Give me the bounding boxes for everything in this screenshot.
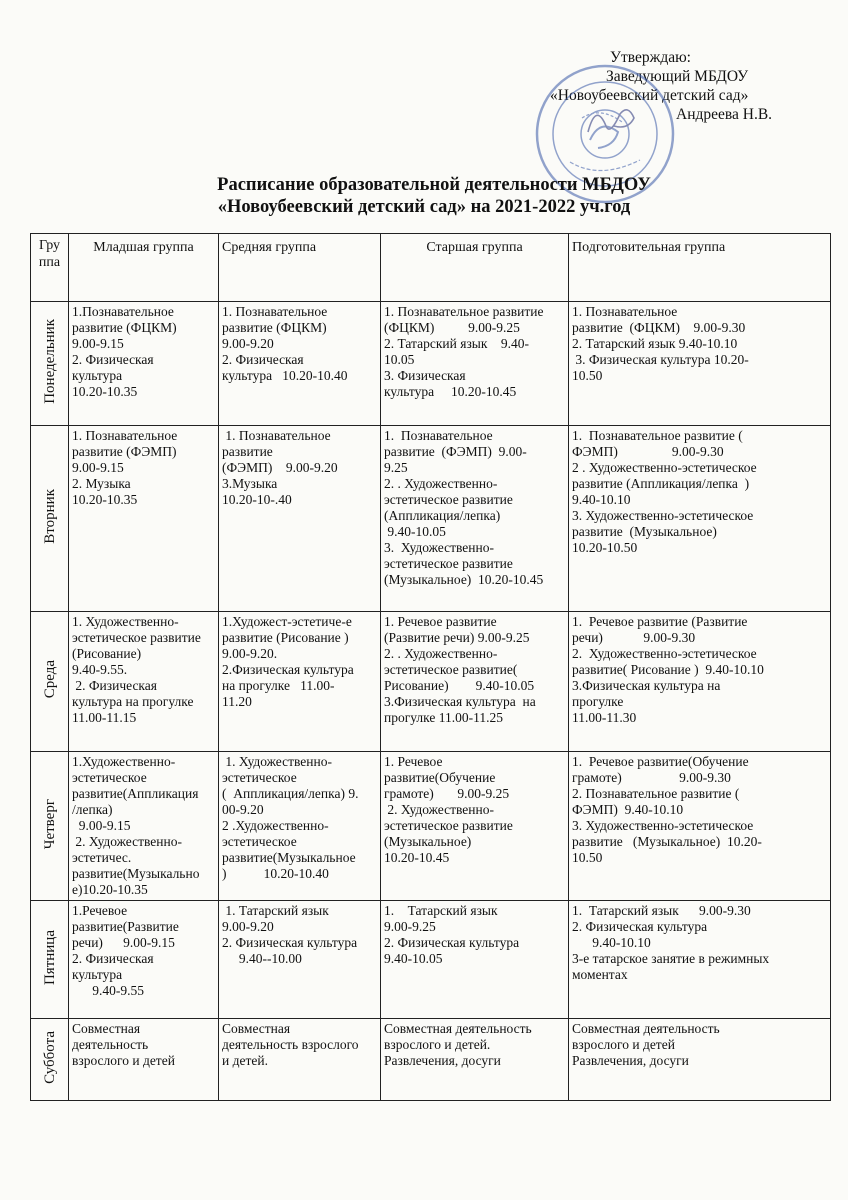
approval-line-3: «Новоубеевский детский сад» [550, 87, 749, 104]
title-line-1: Расписание образовательной деятельности МБДОУ [217, 175, 651, 195]
table-row [31, 302, 831, 426]
schedule-cell: 1. Татарский язык 9.00-9.30 2. Физическая культура 9.40-10.10 3-е татарское занятие в режимных моментах [569, 901, 831, 1019]
approval-line-4: Андреева Н.В. [676, 106, 773, 123]
schedule-cell: 1.Художественно- эстетическое развитие(Аппликация /лепка) 9.00-9.15 2. Художественно- эстетичес. развитие(Музыкально е)10.20-10.35 [69, 752, 219, 901]
table-row [31, 612, 831, 752]
schedule-cell: 1. Речевое развитие (Развитие речи) 9.00-9.30 2. Художественно-эстетическое развитие( Рисование ) 9.40-10.10 3.Физическая культура на прогулке 11.00-11.30 [569, 612, 831, 752]
approval-line-1: Утверждаю: [610, 49, 691, 66]
header-preparatory: Подготовительная группа [569, 234, 831, 302]
schedule-cell: 1. Познавательное развитие (ФЭМП) 9.00- 9.25 2. . Художественно- эстетическое развитие (Аппликация/лепка) 9.40-10.05 3. Художественно- эстетическое развитие (Музыкальное) 10.20-10.45 [381, 426, 569, 612]
schedule-cell: 1.Речевое развитие(Развитие речи) 9.00-9.15 2. Физическая культура 9.40-9.55 [69, 901, 219, 1019]
table-header-row [31, 234, 831, 302]
schedule-cell: Совместная деятельность взрослого и детей Развлечения, досуги [569, 1019, 831, 1101]
schedule-cell: 1. Познавательное развитие (ФЦКМ) 9.00-9.25 2. Татарский язык 9.40- 10.05 3. Физическая культура 10.20-10.45 [381, 302, 569, 426]
day-cell [31, 426, 69, 612]
header-group [31, 234, 69, 302]
schedule-cell: 1. Познавательное развитие (ФЭМП) 9.00-9.20 3.Музыка 10.20-10-.40 [219, 426, 381, 612]
table-row [31, 1019, 831, 1101]
schedule-table [30, 233, 831, 1101]
schedule-cell: 1. Познавательное развитие ( ФЭМП) 9.00-9.30 2 . Художественно-эстетическое развитие (Аппликация/лепка ) 9.40-10.10 3. Художественно-эстетическое развитие (Музыкальное) 10.20-10.50 [569, 426, 831, 612]
schedule-cell: 1. Познавательное развитие (ФЭМП) 9.00-9.15 2. Музыка 10.20-10.35 [69, 426, 219, 612]
signature-icon [588, 110, 634, 132]
schedule-cell: 1.Познавательное развитие (ФЦКМ) 9.00-9.15 2. Физическая культура 10.20-10.35 [69, 302, 219, 426]
schedule-body [31, 302, 831, 1101]
day-cell [31, 901, 69, 1019]
header-senior: Старшая группа [381, 234, 569, 302]
schedule-cell: 1. Познавательное развитие (ФЦКМ) 9.00-9.30 2. Татарский язык 9.40-10.10 3. Физическая культура 10.20- 10.50 [569, 302, 831, 426]
day-label: Четверг [41, 798, 58, 850]
title-line-2: «Новоубеевский детский сад» на 2021-2022 уч.год [217, 197, 631, 217]
header-junior: Младшая группа [69, 234, 219, 302]
schedule-cell: 1. Татарский язык 9.00-9.20 2. Физическая культура 9.40--10.00 [219, 901, 381, 1019]
schedule-cell: 1. Художественно- эстетическое развитие (Рисование) 9.40-9.55. 2. Физическая культура на прогулке 11.00-11.15 [69, 612, 219, 752]
day-label: Понедельник [41, 319, 58, 404]
day-cell [31, 752, 69, 901]
schedule-cell: 1. Татарский язык 9.00-9.25 2. Физическая культура 9.40-10.05 [381, 901, 569, 1019]
schedule-cell: 1. Познавательное развитие (ФЦКМ) 9.00-9.20 2. Физическая культура 10.20-10.40 [219, 302, 381, 426]
schedule-cell: Совместная деятельность взрослого и детей [69, 1019, 219, 1101]
day-label: Вторник [41, 489, 58, 544]
header-middle: Средняя группа [219, 234, 381, 302]
day-cell [31, 302, 69, 426]
schedule-cell: Совместная деятельность взрослого и детей. [219, 1019, 381, 1101]
schedule-cell: 1. Речевое развитие(Обучение грамоте) 9.00-9.25 2. Художественно- эстетическое развитие (Музыкальное) 10.20-10.45 [381, 752, 569, 901]
day-cell [31, 612, 69, 752]
day-cell [31, 1019, 69, 1101]
day-label: Суббота [41, 1031, 58, 1084]
schedule-cell: 1. Речевое развитие(Обучение грамоте) 9.00-9.30 2. Познавательное развитие ( ФЭМП) 9.40-10.10 3. Художественно-эстетическое развитие (Музыкальное) 10.20- 10.50 [569, 752, 831, 901]
day-label: Пятница [41, 929, 58, 986]
table-row [31, 901, 831, 1019]
schedule-cell: 1. Речевое развитие (Развитие речи) 9.00-9.25 2. . Художественно- эстетическое развитие( Рисование) 9.40-10.05 3.Физическая культура на прогулке 11.00-11.25 [381, 612, 569, 752]
day-label: Среда [41, 660, 58, 699]
approval-line-2: Заведующий МБДОУ [606, 68, 749, 85]
header-group-label: Гру ппа [38, 238, 61, 270]
table-row [31, 426, 831, 612]
table-row [31, 752, 831, 901]
schedule-cell: Совместная деятельность взрослого и детей. Развлечения, досуги [381, 1019, 569, 1101]
schedule-cell: 1.Художест-эстетиче-е развитие (Рисование ) 9.00-9.20. 2.Физическая культура на прогулке 11.00- 11.20 [219, 612, 381, 752]
document-title [0, 174, 848, 218]
schedule-cell: 1. Художественно- эстетическое ( Аппликация/лепка) 9. 00-9.20 2 .Художественно- эстетическое развитие(Музыкальное ) 10.20-10.40 [219, 752, 381, 901]
